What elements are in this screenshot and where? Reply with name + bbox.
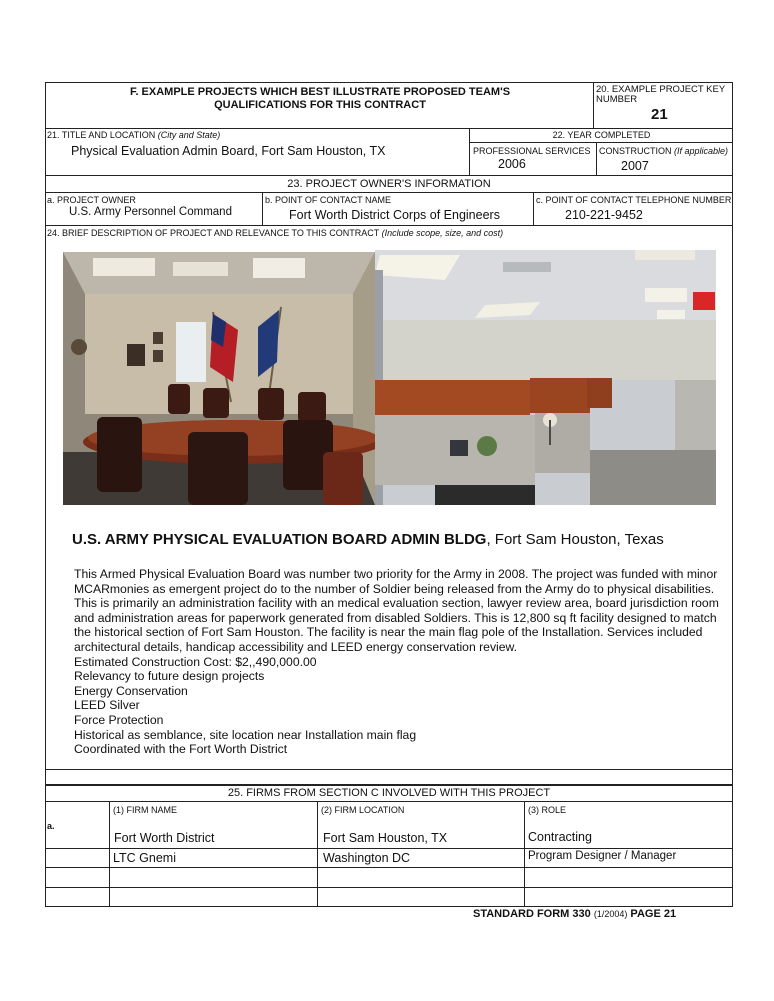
divider [317,801,318,907]
divider [45,801,733,802]
form-footer: STANDARD FORM 330 (1/2004) PAGE 21 [473,908,677,920]
project-title: U.S. ARMY PHYSICAL EVALUATION BOARD ADMIN BLDG, Fort Sam Houston, Texas [72,531,664,548]
contact-value: Fort Worth District Corps of Engineers [289,208,500,222]
divider [45,848,733,849]
description-line: LEED Silver [74,698,140,713]
divider [45,192,733,193]
firms-heading: 25. FIRMS FROM SECTION C INVOLVED WITH THIS PROJECT [227,787,551,799]
professional-services-label: PROFESSIONAL SERVICES [473,146,591,156]
firm-role: Program Designer / Manager [528,850,677,862]
divider [524,801,525,907]
owner-info-heading: 23. PROJECT OWNER'S INFORMATION [287,178,491,190]
firm-name-col-label: (1) FIRM NAME [113,805,177,815]
divider [45,784,733,786]
firm-location-col-label: (2) FIRM LOCATION [321,805,405,815]
owner-label: a. PROJECT OWNER [47,195,136,205]
section-title: F. EXAMPLE PROJECTS WHICH BEST ILLUSTRATE PROPOSED TEAM'S QUALIFICATIONS FOR THIS CONTRACT [129,86,511,111]
description-line: Estimated Construction Cost: $2,,490,000.00 [74,654,317,669]
divider [45,175,733,176]
role-col-label: (3) ROLE [528,805,567,815]
divider [596,142,597,175]
description-line: Relevancy to future design projects [74,669,265,684]
divider [45,769,733,770]
title-location-value: Physical Evaluation Admin Board, Fort Sam Houston, TX [71,144,386,158]
description-line: Historical as semblance, site location near Installation main flag [74,727,417,742]
phone-value: 210-221-9452 [565,208,643,222]
project-description [74,567,719,757]
divider [45,128,733,129]
description-line: Coordinated with the Fort Worth District [74,742,288,757]
description-label: 24. BRIEF DESCRIPTION OF PROJECT AND RELEVANCE TO THIS CONTRACT (Include scope, size, and cost) [47,228,504,238]
contact-label: b. POINT OF CONTACT NAME [265,195,392,205]
office-photo [375,250,716,505]
firm-location: Washington DC [323,851,411,865]
project-key-value: 21 [651,106,668,123]
divider [45,887,733,888]
firm-name: LTC Gnemi [113,851,176,865]
project-key-label: 20. EXAMPLE PROJECT KEY NUMBER [596,84,726,105]
divider [45,867,733,868]
title-location-label: 21. TITLE AND LOCATION (City and State) [47,130,221,140]
professional-services-value: 2006 [498,157,526,171]
construction-label: CONSTRUCTION (If applicable) [599,146,729,156]
divider [593,82,594,128]
firm-name: Fort Worth District [114,831,215,845]
divider [262,192,263,225]
row-marker: a. [47,821,55,831]
description-line: Force Protection [74,712,164,727]
firm-role: Contracting [528,830,592,844]
conference-room-photo [63,252,375,505]
description-line: Energy Conservation [74,683,188,698]
divider [469,142,733,143]
divider [45,225,733,226]
divider [109,801,110,907]
year-completed-label: 22. YEAR COMPLETED [552,130,651,140]
description-paragraph: This Armed Physical Evaluation Board was number two priority for the Army in 2008. The project was funded with minor MCARmonies as emergent project do to the number of Soldier being released from the Army do to physical disabilities. This is primarily an administration facility with an medical evaluation section, lawyer review area, board jurisdiction room and administration areas for paperwork generated from disabled Soldiers. This is 12,800 sq ft facility designed to match the historical section of Fort Sam Houston. The facility is near the main flag pole of the Installation. Services included architectural details, handicap accessibility and LEED energy conservation review. [74,567,719,654]
divider [533,192,534,225]
owner-value: U.S. Army Personnel Command [69,206,232,218]
phone-label: c. POINT OF CONTACT TELEPHONE NUMBER [536,195,732,205]
construction-value: 2007 [621,159,649,173]
firm-location: Fort Sam Houston, TX [323,831,448,845]
